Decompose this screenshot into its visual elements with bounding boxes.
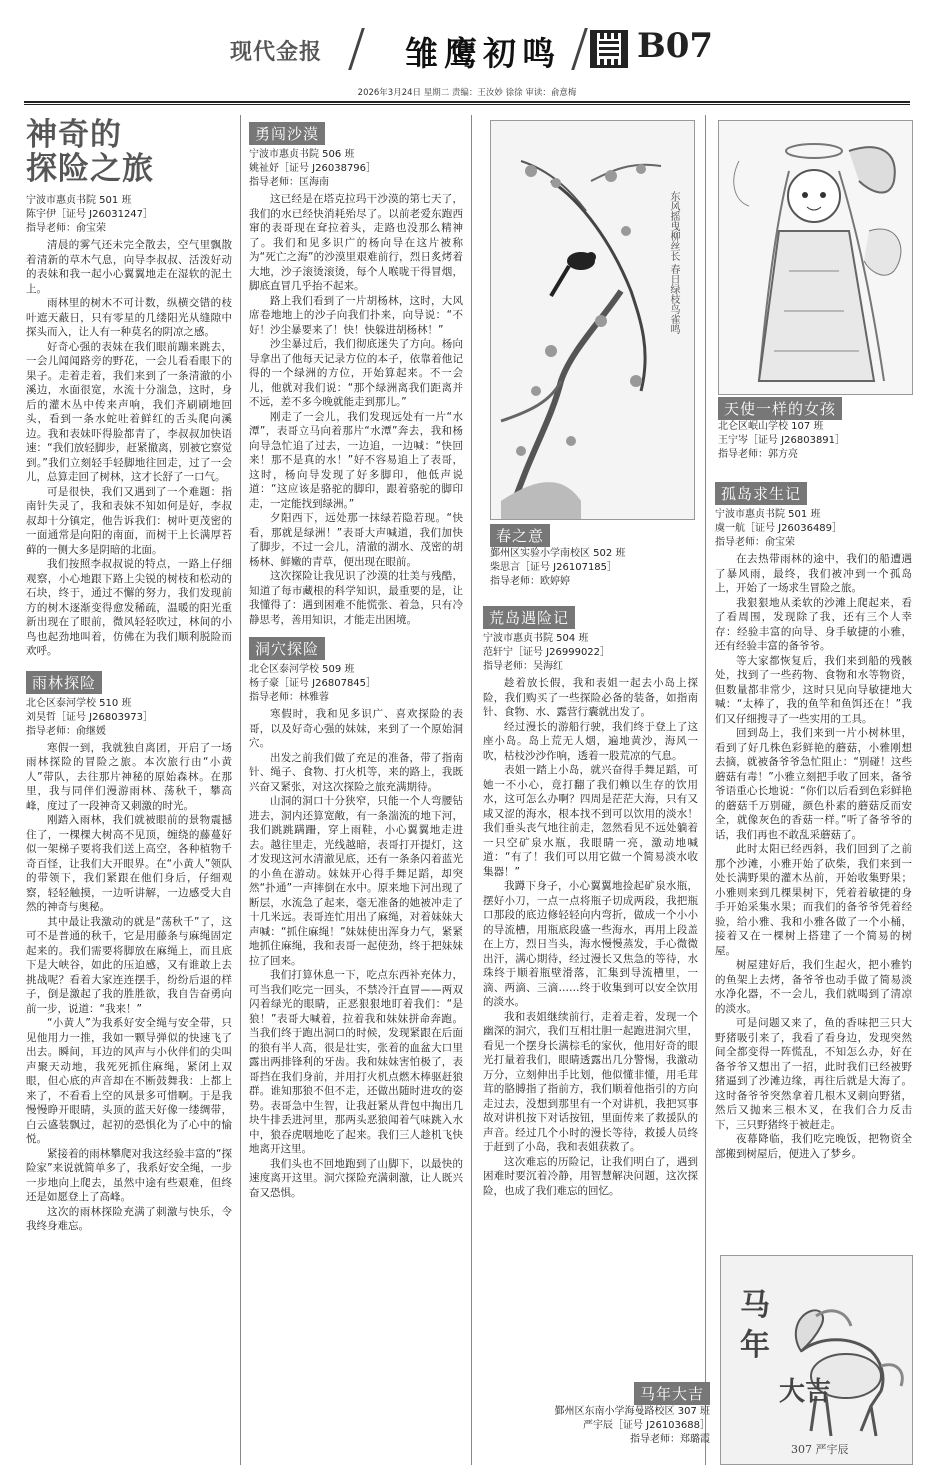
lettering: 年 (740, 1328, 770, 1363)
angel-painting-caption (718, 397, 918, 465)
article-body (249, 707, 463, 1200)
article-island-danger (483, 602, 698, 1377)
masthead-rule (24, 104, 910, 105)
paragraph: 其中最让我激动的就是“荡秋千”了，这可不是普通的秋千，它是用藤条与麻绳固定起来的。我们需要将脚放在麻绳上，而且底下是大峡谷，如此的压迫感，又有谁敢上去挑战呢？看着大家连连摆手，纷纷后退的样子，倒是激起了我的胜胜欲，我自告奋勇向前一步，说道：“我来！” (26, 915, 232, 1015)
column-divider (240, 115, 241, 1465)
teacher: 指导老师：郑璐霞 (630, 1434, 710, 1445)
paragraph: 这次难忘的历险记，让我们明白了，遇到困难时要沉着冷静，用智慧解决问题，这次探险，也成了我们难忘的回忆。 (483, 1155, 698, 1197)
author: 刘昊哲［证号 J26803973］ (26, 711, 154, 723)
qr-code-icon (590, 30, 628, 68)
teacher: 指导老师：俞宝荣 (26, 223, 106, 234)
horse-painting-lettering: 大吉 (779, 1377, 832, 1407)
paragraph: 我们头也不回地跑到了山脚下，以最快的速度离开这里。洞穴探险充满刺激，让人既兴奋又恐惧。 (249, 1157, 463, 1199)
paragraph: 树屋建好后，我们生起火，把小雅钓的鱼架上去烤，备爷爷也动手做了简易淡水净化器，不一会儿，我们就喝到了清凉的淡水。 (715, 959, 912, 1015)
masthead-divider (348, 28, 365, 70)
article-body (249, 192, 463, 627)
paragraph: 这次探险让我见识了沙漠的壮美与残酷，知道了每市藏根的科学知识，最重要的是，让我懂得了：遇到困难不能慌张、着急，只有冷静思考，善用知识，才能走出困境。 (249, 570, 463, 626)
horse-painting-caption (520, 1382, 710, 1472)
paragraph: 等大家都恢复后，我们来到船的残骸处，找到了一些药物、食物和水等物资，但数量都非常少，这时只见向导敏捷地大喊：“太棒了，我的鱼竿和鱼饵还在！”我们又仔细搜寻了一些实用的工具。 (715, 654, 912, 725)
paragraph: 夜幕降临，我们吃完晚饭，把物资全部搬到树屋后，便进入了梦乡。 (715, 1133, 912, 1160)
author: 虞一航［证号 J26036489］ (715, 523, 843, 534)
article-title: 雨林探险 (26, 671, 102, 694)
angel-girl-illustration (719, 121, 913, 395)
paragraph: 路上我们看到了一片胡杨林，这时，大风席卷地地上的沙子向我们扑来，向导说：“不好！沙尘暴要来了！快！快躲进胡杨林！” (249, 294, 463, 336)
paragraph: 经过漫长的游船行驶，我们终于登上了这座小岛。岛上荒无人烟，遍地黄沙，海风一吹，枯枝沙沙作响，透着一股荒凉的气息。 (483, 720, 698, 762)
paragraph: 刚踏入雨林，我们就被眼前的景物震撼住了，一棵棵大树高不见顶，缠绕的藤蔓好似一架梯子要将我们送上高空，各种植物千奇百怪，让我们大开眼界。在“小黄人”领队的带领下，我们紧跟在他们身后，仔细观察，轻轻触摸，一边听讲解，一边感受大自然的神奇与奥秘。 (26, 814, 232, 913)
painting-title: 春之意 (490, 524, 550, 547)
paragraph: 回到岛上，我们来到一片小树林里，看到了好几株色彩鲜艳的蘑菇，小雅刚想去摘，就被备爷爷急忙阻止：“别碰！这些蘑菇有毒！”小雅立刻把手收了回来，备爷爷语重心长地说：“你们以后看到色彩鲜艳的蘑菇千万别碰，颜色朴素的蘑菇反而安全，就像灰色的香菇一样。”听了备爷爷的话，我们再也不敢乱采蘑菇了。 (715, 727, 912, 841)
paragraph: 山洞的洞口十分狭窄，只能一个人弯腰钻进去，洞内还算宽敞，有一条湍流的地下河，我们跳跳蹒跚，穿上雨鞋，小心翼翼地走进去。越往里走，光线越暗，表哥打开提灯，这才发现这河水清澈见底，还有一条条闪着蓝光的小鱼在游动。妹妹开心得手舞足蹈，却突然“扑通”一声摔倒在水中。原来地下河出现了断层，水流急了起来，毫无准备的她被冲走了十几米远。表哥连忙用出了麻绳，对着妹妹大声喊：“抓住麻绳！”妹妹使出浑身力气，紧紧地抓住麻绳，我和表哥一起使劲，终于把妹妹拉了回来。 (249, 795, 463, 967)
teacher: 指导老师：匡海南 (249, 177, 329, 188)
article-title: 洞穴探险 (249, 637, 325, 660)
paragraph: 出发之前我们做了充足的准备，带了指南针、绳子、食物、打火机等，来的路上，我既兴奋又紧张，对这次探险之旅充满期待。 (249, 751, 463, 793)
article-rainforest (26, 667, 232, 1234)
school: 宁波市惠贞书院 501 班 (26, 195, 132, 206)
article-magical-adventure (26, 118, 232, 659)
teacher: 指导老师：俞继媛 (26, 725, 106, 737)
paragraph: 我蹲下身子，小心翼翼地捡起矿泉水瓶，摆好小刀，一点一点将瓶子切成两段，我把瓶口那段的底边修轻轻向内弯折，做成一个小小的导流槽，用瓶底段盛一些海水，再用上段盖在上方，烈日当头，海水慢慢蒸发，手心微微出汗，满心期待，经过漫长又焦急的等待，水珠终于顺着瓶壁滑落，汇集到导流槽里，一滴、两滴、三滴……终于收集到可以安全饮用的淡水。 (483, 880, 698, 1008)
horse-painting (720, 1255, 913, 1465)
spring-painting (490, 120, 695, 520)
paragraph: 这次的雨林探险充满了刺激与快乐，令我终身难忘。 (26, 1205, 232, 1232)
paragraph: 这已经是在塔克拉玛干沙漠的第七天了，我们的水已经快消耗殆尽了。以前老爱东跑西窜的表哥现在耷拉着头，走路也没那么精神了。我们和见多识广的杨向导在这片被称为“死亡之海”的沙漠里艰难前行，烈日炙烤着大地，沙子滚烫滚烫，每个人喉咙干得冒烟，脚底直冒几乎抬不起来。 (249, 193, 463, 292)
painting-title: 马年大吉 (634, 1382, 710, 1405)
article-body (483, 676, 698, 1198)
column-2 (249, 118, 463, 1463)
painting-inscription: 东风摇曳柳丝长 春日绿枝鸟雀鸣 (668, 191, 679, 335)
article-title: 荒岛遇险记 (483, 606, 575, 629)
page-number: B07 (637, 26, 714, 66)
paragraph: 我狠狠地从柔软的沙滩上爬起来，看了看周围，发现除了我，还有三个人幸存：经验丰富的向导、身手敏捷的小雅，还有经验丰富的备爷爷。 (715, 596, 912, 652)
teacher: 指导老师：俞宝荣 (715, 537, 795, 548)
author: 严宇辰［证号 J26103688］ (582, 1420, 710, 1431)
paragraph: 好奇心强的表妹在我们眼前蹦来跳去，一会儿闻闻路旁的野花，一会儿看看眼下的果子。走着走着，我们来到了一条清澈的小溪边，水面很宽，水流十分湍急，这时，身后的灌木丛中传来声响，我们齐刷刷地回头，看到一条水蛇吐着鲜红的舌头爬向溪边。我和表妹吓得脸都青了，李叔叔加快语速：“我们放轻脚步，赶紧撤离，别被它察觉到。”我们立刻轻手轻脚地往回走，过了一会儿，总算走回了树林，这才长舒了一口气。 (26, 340, 232, 483)
paragraph: 趁着放长假，我和表姐一起去小岛上探险，我们购买了一些探险必备的装备，如指南针、食物、水、露营行囊就出发了。 (483, 677, 698, 718)
article-title: 勇闯沙漠 (249, 122, 325, 145)
author: 杨子豪［证号 J26807845］ (249, 678, 377, 689)
article-body (26, 238, 232, 659)
masthead-rule (24, 101, 910, 103)
article-title (26, 118, 232, 186)
paragraph: 我们按照李叔叔说的特点，一路上仔细观察，小心地跟下路上尖锐的树枝和松动的石块，终于，通过不懈的努力，我们发现前方的树木逐渐变得愈发稀疏，温暖的阳光重新出现在了眼前，微风轻轻吹过，林间的小鸟也起劲地叫着，仿佛在为我们顺利脱险而欢呼。 (26, 558, 232, 657)
column-divider (471, 115, 472, 1465)
masthead-divider (571, 28, 588, 70)
author: 陈宇伊［证号 J26031247］ (26, 209, 154, 220)
painting-title: 天使一样的女孩 (718, 397, 842, 420)
paragraph: 可是很快，我们又遇到了一个难题：指南针失灵了，我和表妹不知如何是好，李叔叔却十分镇定，他告诉我们：树叶更茂密的一面通常是向阳的南面，而树干上长满厚苔藓的一侧大多是阴暗的北面。 (26, 485, 232, 556)
article-desert (249, 118, 463, 627)
spring-painting-caption (490, 524, 700, 594)
paragraph: 我和表姐继续前行，走着走着，发现一个幽深的洞穴，我们互相壮胆一起跑进洞穴里，看见一个摆身长满棕毛的家伙，他用好奇的眼光打量着我们，眼睛透露出几分警惕，我激动万分，立刻伸出手比划，他似懂非懂，用毛茸茸的胳膊指了指前方，我们顺着他指引的方向走过去，没想到那里有一个对讲机，我把冥事故对讲机按下对话按钮，里面传来了救援队的声音。经过几个小时的漫长等待，救援人员终于赶到了小岛，我和表姐获救了。 (483, 1010, 698, 1153)
article-body (715, 552, 912, 1161)
dateline: 2026年3月24日 星期二 责编：王汝妙 徐徐 审读：俞意梅 (357, 88, 577, 98)
paper-name: 现代金报 (230, 39, 323, 65)
school: 北仑区泰河学校 510 班 (26, 697, 132, 709)
teacher: 指导老师：欧婷婷 (490, 576, 570, 587)
bird-branch-illustration (491, 121, 695, 520)
paragraph: 表姐一踏上小岛，就兴奋得手舞足蹈，可她一不小心，竟打翻了我们赖以生存的饮用水，这可怎么办啊？四周是茫茫大海，只有又咸又涩的海水，根本找不到可以饮用的淡水！我们垂头丧气地往前走，忽然看见不远处躺着一只空矿泉水瓶，我眼睛一亮，激动地喊道：“有了！我们可以用它做一个简易淡水收集器！” (483, 764, 698, 878)
horse-painting-lettering (735, 1286, 775, 1366)
paragraph: “小黄人”为我系好安全绳与安全带，只见他用力一推，我如一颗导弹似的快速飞了出去。瞬间，耳边的风声与小伙伴们的尖叫声聚天动地，我死死抓住麻绳，紧闭上双眼，但心底的声音却在不断鼓舞我：上都上来了，不看看上空的风景多可惜啊。于是我慢慢睁开眼睛，头顶的蓝天好像一缕绸带，白云盛装飘过，起初的恐惧化为了心中的愉悦。 (26, 1017, 232, 1145)
angel-girl-painting (718, 120, 913, 395)
paragraph: 此时太阳已经西斜，我们回到了之前那个沙滩，小雅开始了砍柴，我们来到一处长满野果的灌木丛前，开始收集野果；小雅则来到几棵果树下，凭着着敏捷的身手开始采集水果；而我们的备爷爷凭着经验，给小雅、我和小雅各做了一个小桶，接着又在一棵树上搭建了一个简易的树屋。 (715, 843, 912, 957)
title-line: 探险之旅 (26, 151, 154, 187)
teacher: 指导老师：郭方亮 (718, 449, 798, 460)
column-divider (705, 115, 706, 1465)
article-body (26, 741, 232, 1234)
paragraph: 清晨的雾气还未完全散去，空气里飘散着清新的草木气息，向导李叔叔、活泼好动的表妹和我一起小心翼翼地走在湿软的泥土上。 (26, 239, 232, 295)
school: 宁波市惠贞书院 501 班 (715, 509, 821, 520)
author: 姚祉妤［证号 J26038796］ (249, 163, 377, 174)
paragraph: 寒假一到，我就独自离团，开启了一场雨林探险的冒险之旅。本次旅行由“小黄人”带队，去往那片神秘的原始森林。在那里，我与同伴们漫游雨林、荡秋千，攀高峰，度过了一段神奇又刺激的时光。 (26, 741, 232, 812)
paragraph: 可是问题又来了，鱼的香味把三只大野猪吸引来了，我看了看身边，发现突然间全都变得一阵慌乱，不知怎么办，好在备爷爷又想出了一招，此时我们已经被野猪逼到了沙滩边缘，再往后就是大海了。这时备爷爷突然拿着几根木叉刺向野猪，然后又抛来三根木叉，在我们合力反击下，三只野猪终于被赶走。 (715, 1017, 912, 1131)
paragraph: 紧接着的雨林攀爬对我这经验丰富的“探险家”来说就简单多了，我系好安全绳，一步一步地向上爬去，虽然中途有些艰难，但终还是如愿登上了高峰。 (26, 1147, 232, 1203)
paragraph: 我们打算休息一下，吃点东西补充体力，可当我们吃完一回头，不禁冷汗直冒——两双闪着绿光的眼睛，正恶狠狠地盯着我们：“是狼！”表哥大喊着，拉着我和妹妹拼命奔跑。当我们终于跑出洞口的时候，发现紧跟在后面的狼有半人高，很是壮实，张着的血盆大口里露出两排锋利的牙齿。我和妹妹害怕极了，表哥挡在我们身前，并用打火机点燃木棒驱赶狼群。谁知那狼不但不走，还做出随时进攻的姿势。表哥急中生智，让我赶紧从背包中掏出几块牛排丢进河里，那两头恶狼闻着气味跳入水中，狼吞虎咽地吃了起来。我们三人趁机飞快地离开这里。 (249, 969, 463, 1155)
paragraph: 在去热带雨林的途中，我们的船遭遇了暴风雨，最终，我们被冲到一个孤岛上，开始了一场求生冒险之旅。 (715, 553, 912, 594)
title-line: 神奇的 (26, 118, 122, 153)
article-title: 孤岛求生记 (715, 482, 807, 505)
school: 北仑区泰河学校 509 班 (249, 664, 355, 675)
section-name: 雏鹰初鸣 (405, 34, 561, 73)
teacher: 指导老师：林雅蓉 (249, 692, 329, 703)
school: 鄞州区实验小学南校区 502 班 (490, 548, 626, 559)
paragraph: 沙尘暴过后，我们彻底迷失了方向。杨向导拿出了他每天记录方位的本子，依靠着他记得的一个绿洲的方位，开始算起来。不一会儿，他就对我们说：“那个绿洲离我们距离并不远，差不多今晚就能走到那儿。” (249, 338, 463, 408)
paragraph: 雨林里的树木不可计数，纵横交错的枝叶遮天蔽日，只有零星的几缕阳光从缝隙中探头而入，让人有一种莫名的阴凉之感。 (26, 297, 232, 338)
masthead (0, 0, 934, 100)
school: 宁波市惠贞书院 506 班 (249, 149, 355, 160)
teacher: 指导老师：吴海红 (483, 661, 563, 672)
author: 范轩宁［证号 J26999022］ (483, 647, 611, 658)
school: 鄞州区东南小学海曼路校区 307 班 (554, 1406, 710, 1417)
paragraph: 刚走了一会儿，我们发现远处有一片“水潭”，表哥立马向着那片“水潭”奔去，我和杨向导急忙追了过去，一边追，一边喊：“快回来！那不是真的水！”好不容易追上了表哥，这时，杨向导发现了好多脚印，他低声说道：“这应该是骆驼的脚印，跟着骆驼的脚印走，一定能找到绿洲。” (249, 410, 463, 510)
author: 柴思言［证号 J26107185］ (490, 562, 618, 573)
school: 北仑区岷山学校 107 班 (718, 421, 824, 432)
school: 宁波市惠贞书院 504 班 (483, 633, 589, 644)
paragraph: 寒假时，我和见多识广、喜欢探险的表哥，以及好奇心强的妹妹，来到了一个原始洞穴。 (249, 708, 463, 749)
column-1 (26, 118, 232, 1463)
paragraph: 夕阳西下，远处那一抹绿若隐若现。“快看，那就是绿洲！”表哥大声喊道，我们加快了脚步，不过一会儿，清澈的湖水、茂密的胡杨林、鲜嫩的青草，便出现在眼前。 (249, 512, 463, 568)
author: 王宁岑［证号 J26803891］ (718, 435, 846, 446)
article-island-survival (715, 478, 912, 1248)
article-cave (249, 633, 463, 1200)
lettering: 马 (740, 1288, 770, 1323)
horse-painting-signature: 307 严宇辰 (791, 1443, 849, 1456)
